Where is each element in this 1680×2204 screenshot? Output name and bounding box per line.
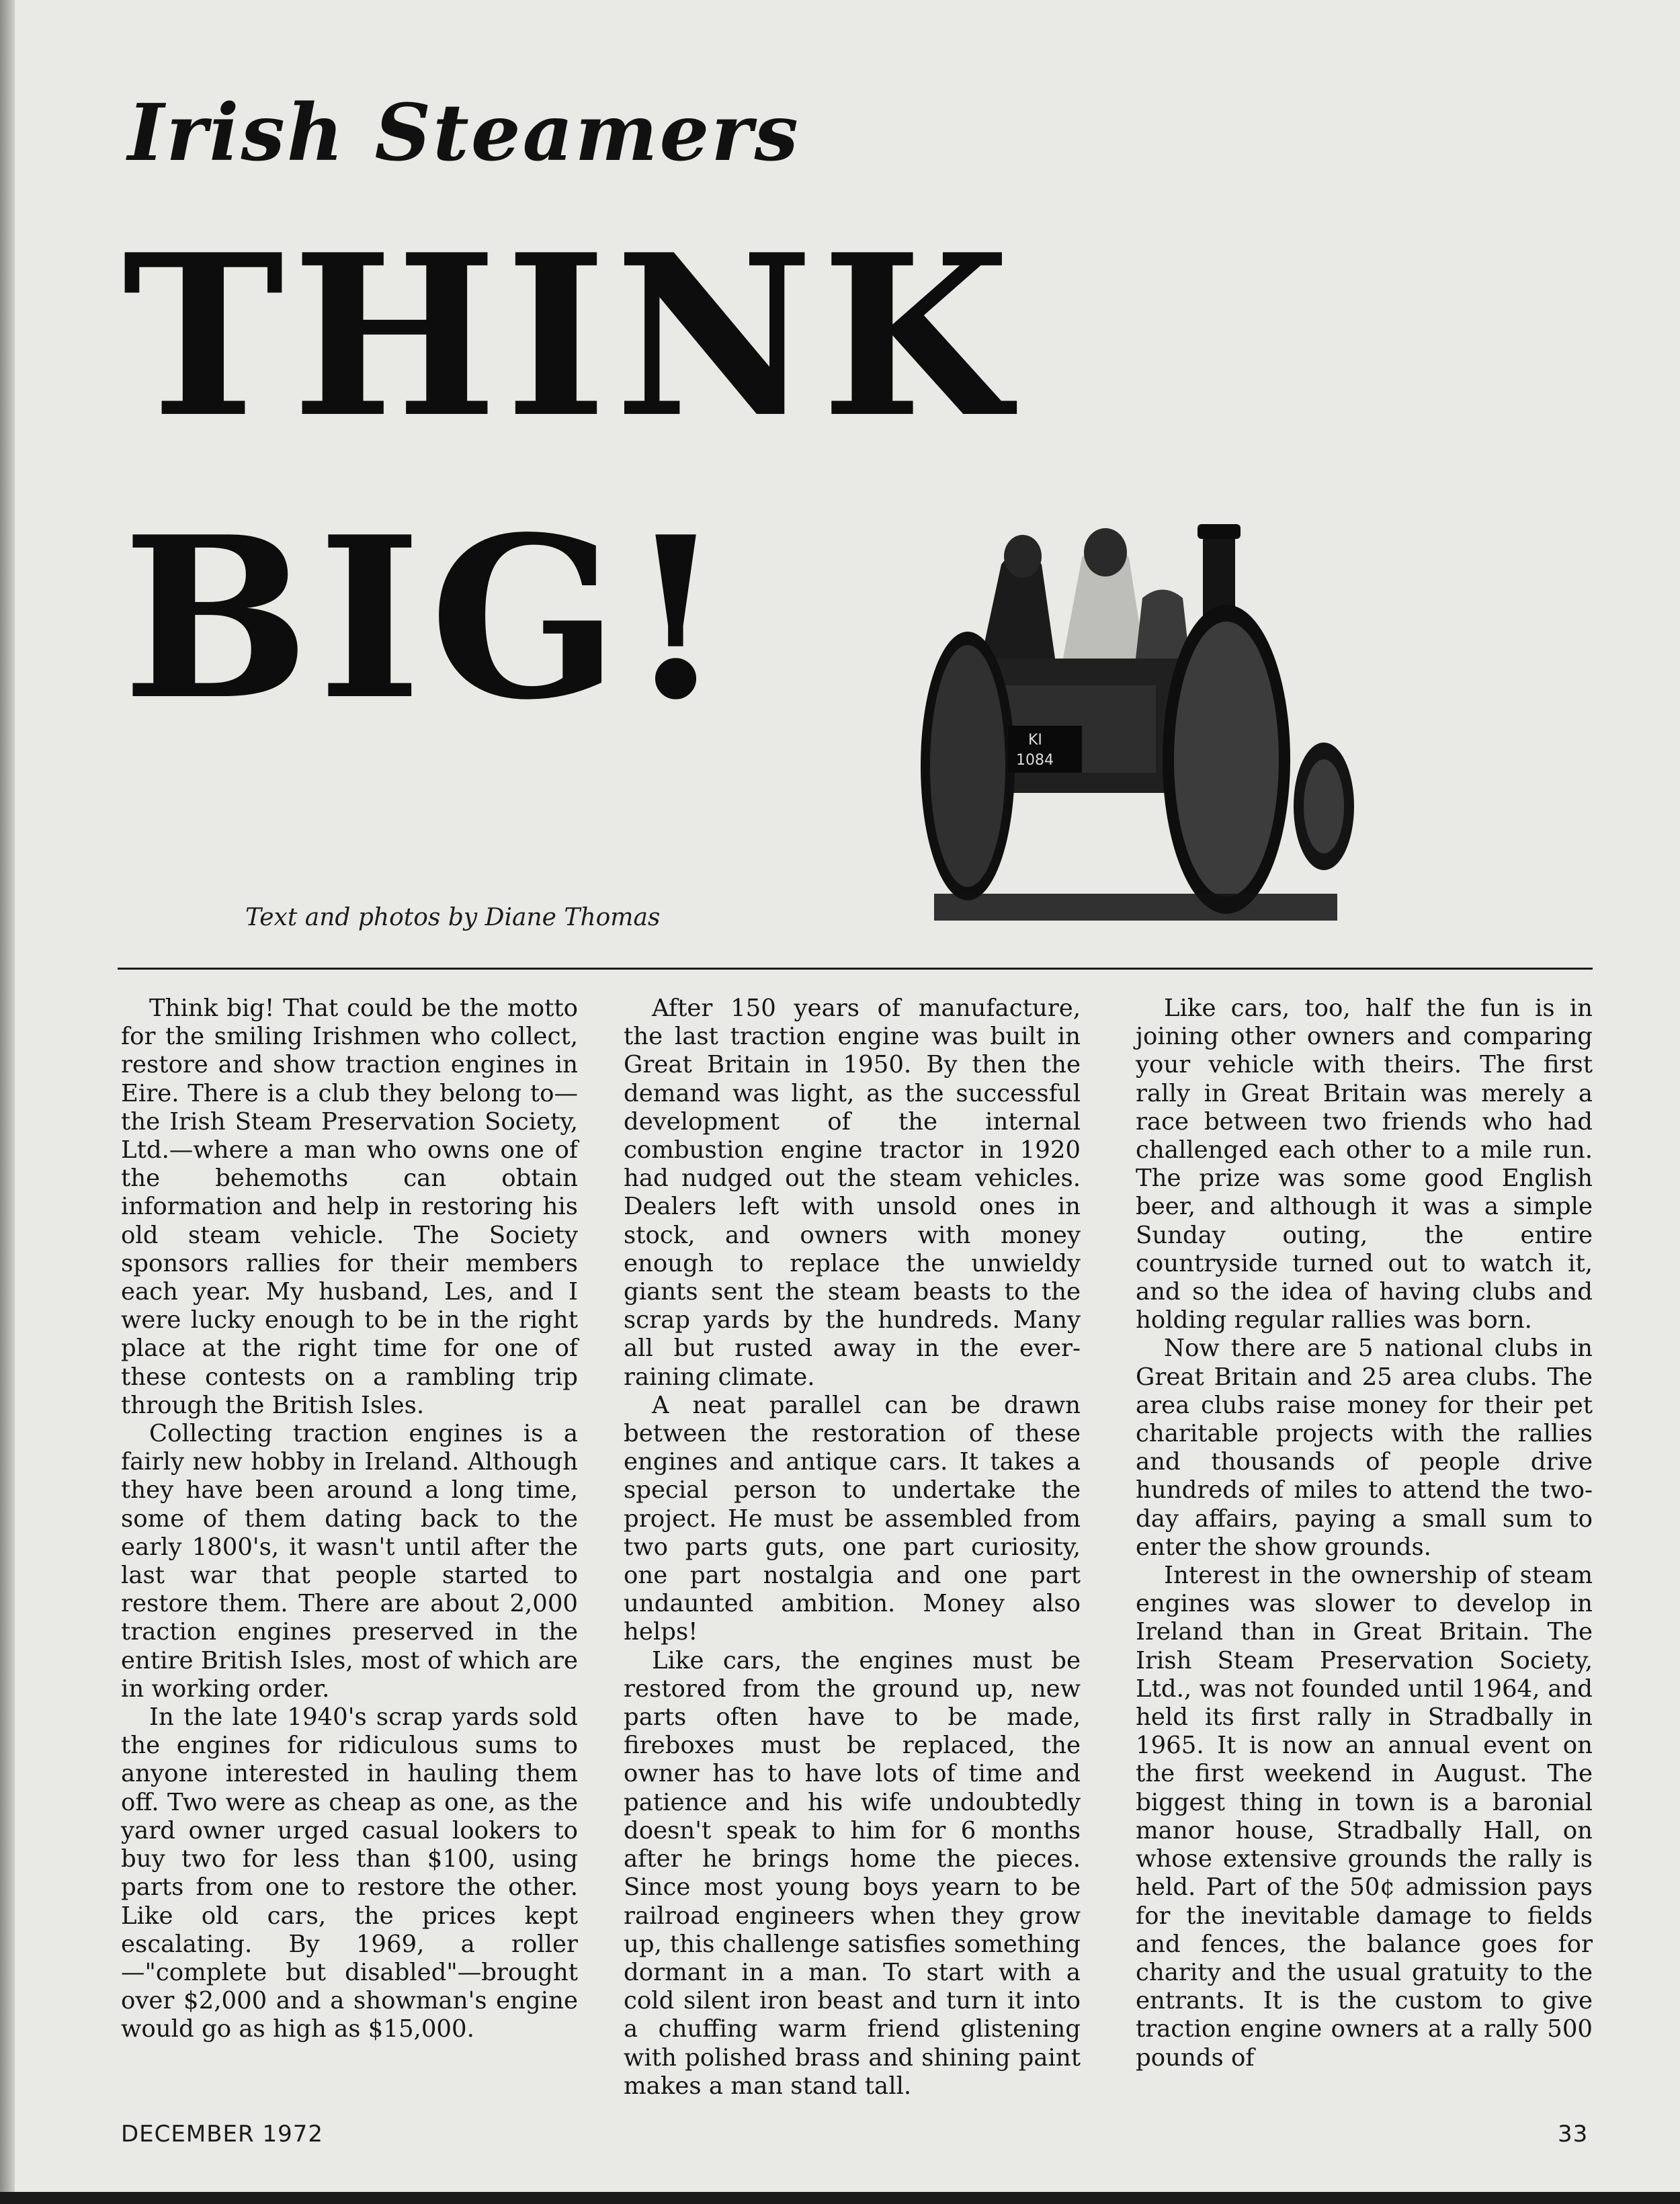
kicker-title: Irish Steamers: [128, 87, 800, 179]
paragraph: Collecting traction engines is a fairly new hobby in Ireland. Although they have been around a long time, some of them dating back to the early 1800's, it wasn't until after the last war that people started to restore them. There are about 2,000 traction engines preserved in the entire British Isles, most of which are in working order.: [121, 1420, 578, 1703]
page-number: 33: [1558, 2121, 1589, 2148]
paragraph: Now there are 5 national clubs in Great Britain and 25 area clubs. The area clubs raise money for their pet charitable projects with the rallies and thousands of people drive hundreds of miles to attend the two-day affairs, paying a small sum to enter the show grounds.: [1136, 1334, 1593, 1561]
traction-engine-photo: [921, 517, 1364, 934]
issue-date: DECEMBER 1972: [121, 2121, 323, 2148]
page-gutter: [0, 0, 15, 2204]
paragraph: Like cars, the engines must be restored from the ground up, new parts often have to be made, fireboxes must be replaced, the owner has to have lots of time and patience and his wife undoubtedly doesn't speak to him for 6 months after he brings home the pieces. Since most young boys yearn to be railroad engineers when they grow up, this challenge satisfies something dormant in a man. To start with a cold silent iron beast and turn it into a chuffing warm friend glistening with polished brass and shining paint makes a man stand tall.: [624, 1646, 1081, 2100]
paragraph: After 150 years of manufacture, the last traction engine was built in Great Britain in 1950. By then the demand was light, as the successful development of the internal combustion engine tractor in 1920 had nudged out the steam vehicles. Dealers left with unsold ones in stock, and owners with money enough to replace the unwieldy giants sent the steam beasts to the scrap yards by the hundreds. Many all but rusted away in the ever-raining climate.: [624, 994, 1081, 1391]
article-column-1: [121, 994, 578, 2044]
plate-text-line-1: KI: [1028, 732, 1042, 749]
byline: Text and photos by Diane Thomas: [245, 904, 661, 931]
paragraph: Think big! That could be the motto for the smiling Irishmen who collect, restore and show traction engines in Eire. There is a club they belong to—the Irish Steam Preservation Society, Ltd.—where a man who owns one of the behemoths can obtain information and help in restoring his old steam vehicle. The Society sponsors rallies for their members each year. My husband, Les, and I were lucky enough to be in the right place at the right time for one of these contests on a rambling trip through the British Isles.: [121, 994, 578, 1419]
page-bottom-edge: [0, 2192, 1680, 2204]
article-column-2: [624, 994, 1081, 2101]
paragraph: Like cars, too, half the fun is in joining other owners and comparing your vehicle with theirs. The first rally in Great Britain was merely a race between two friends who had challenged each other to a mile run. The prize was some good English beer, and although it was a simple Sunday outing, the entire countryside turned out to watch it, and so the idea of having clubs and holding regular rallies was born.: [1136, 994, 1593, 1334]
divider-rule: [118, 968, 1593, 970]
plate-text-line-2: 1084: [1016, 752, 1054, 769]
paragraph: A neat parallel can be drawn between the restoration of these engines and antique cars. It takes a special person to undertake the project. He must be assembled from two parts guts, one part curiosity, one part nostalgia and one part undaunted ambition. Money also helps!: [624, 1391, 1081, 1646]
paragraph: In the late 1940's scrap yards sold the engines for ridiculous sums to anyone interested in hauling them off. Two were as cheap as one, as the yard owner urged casual lookers to buy two for less than $100, using parts from one to restore the other. Like old cars, the prices kept escalating. By 1969, a roller—"complete but disabled"—brought over $2,000 and a showman's engine would go as high as $15,000.: [121, 1703, 578, 2043]
paragraph: Interest in the ownership of steam engines was slower to develop in Ireland than in Great Britain. The Irish Steam Preservation Society, Ltd., was not founded until 1964, and held its first rally in Stradbally in 1965. It is now an annual event on the first weekend in August. The biggest thing in town is a baronial manor house, Stradbally Hall, on whose extensive grounds the rally is held. Part of the 50¢ admission pays for the inevitable damage to fields and fences, the balance goes for charity and the usual gratuity to the entrants. It is the custom to give traction engine owners at a rally 500 pounds of: [1136, 1562, 1593, 2072]
article-column-3: [1136, 994, 1593, 2072]
headline-line-2: BIG!: [122, 488, 732, 749]
headline-line-1: THINK: [122, 206, 1018, 466]
